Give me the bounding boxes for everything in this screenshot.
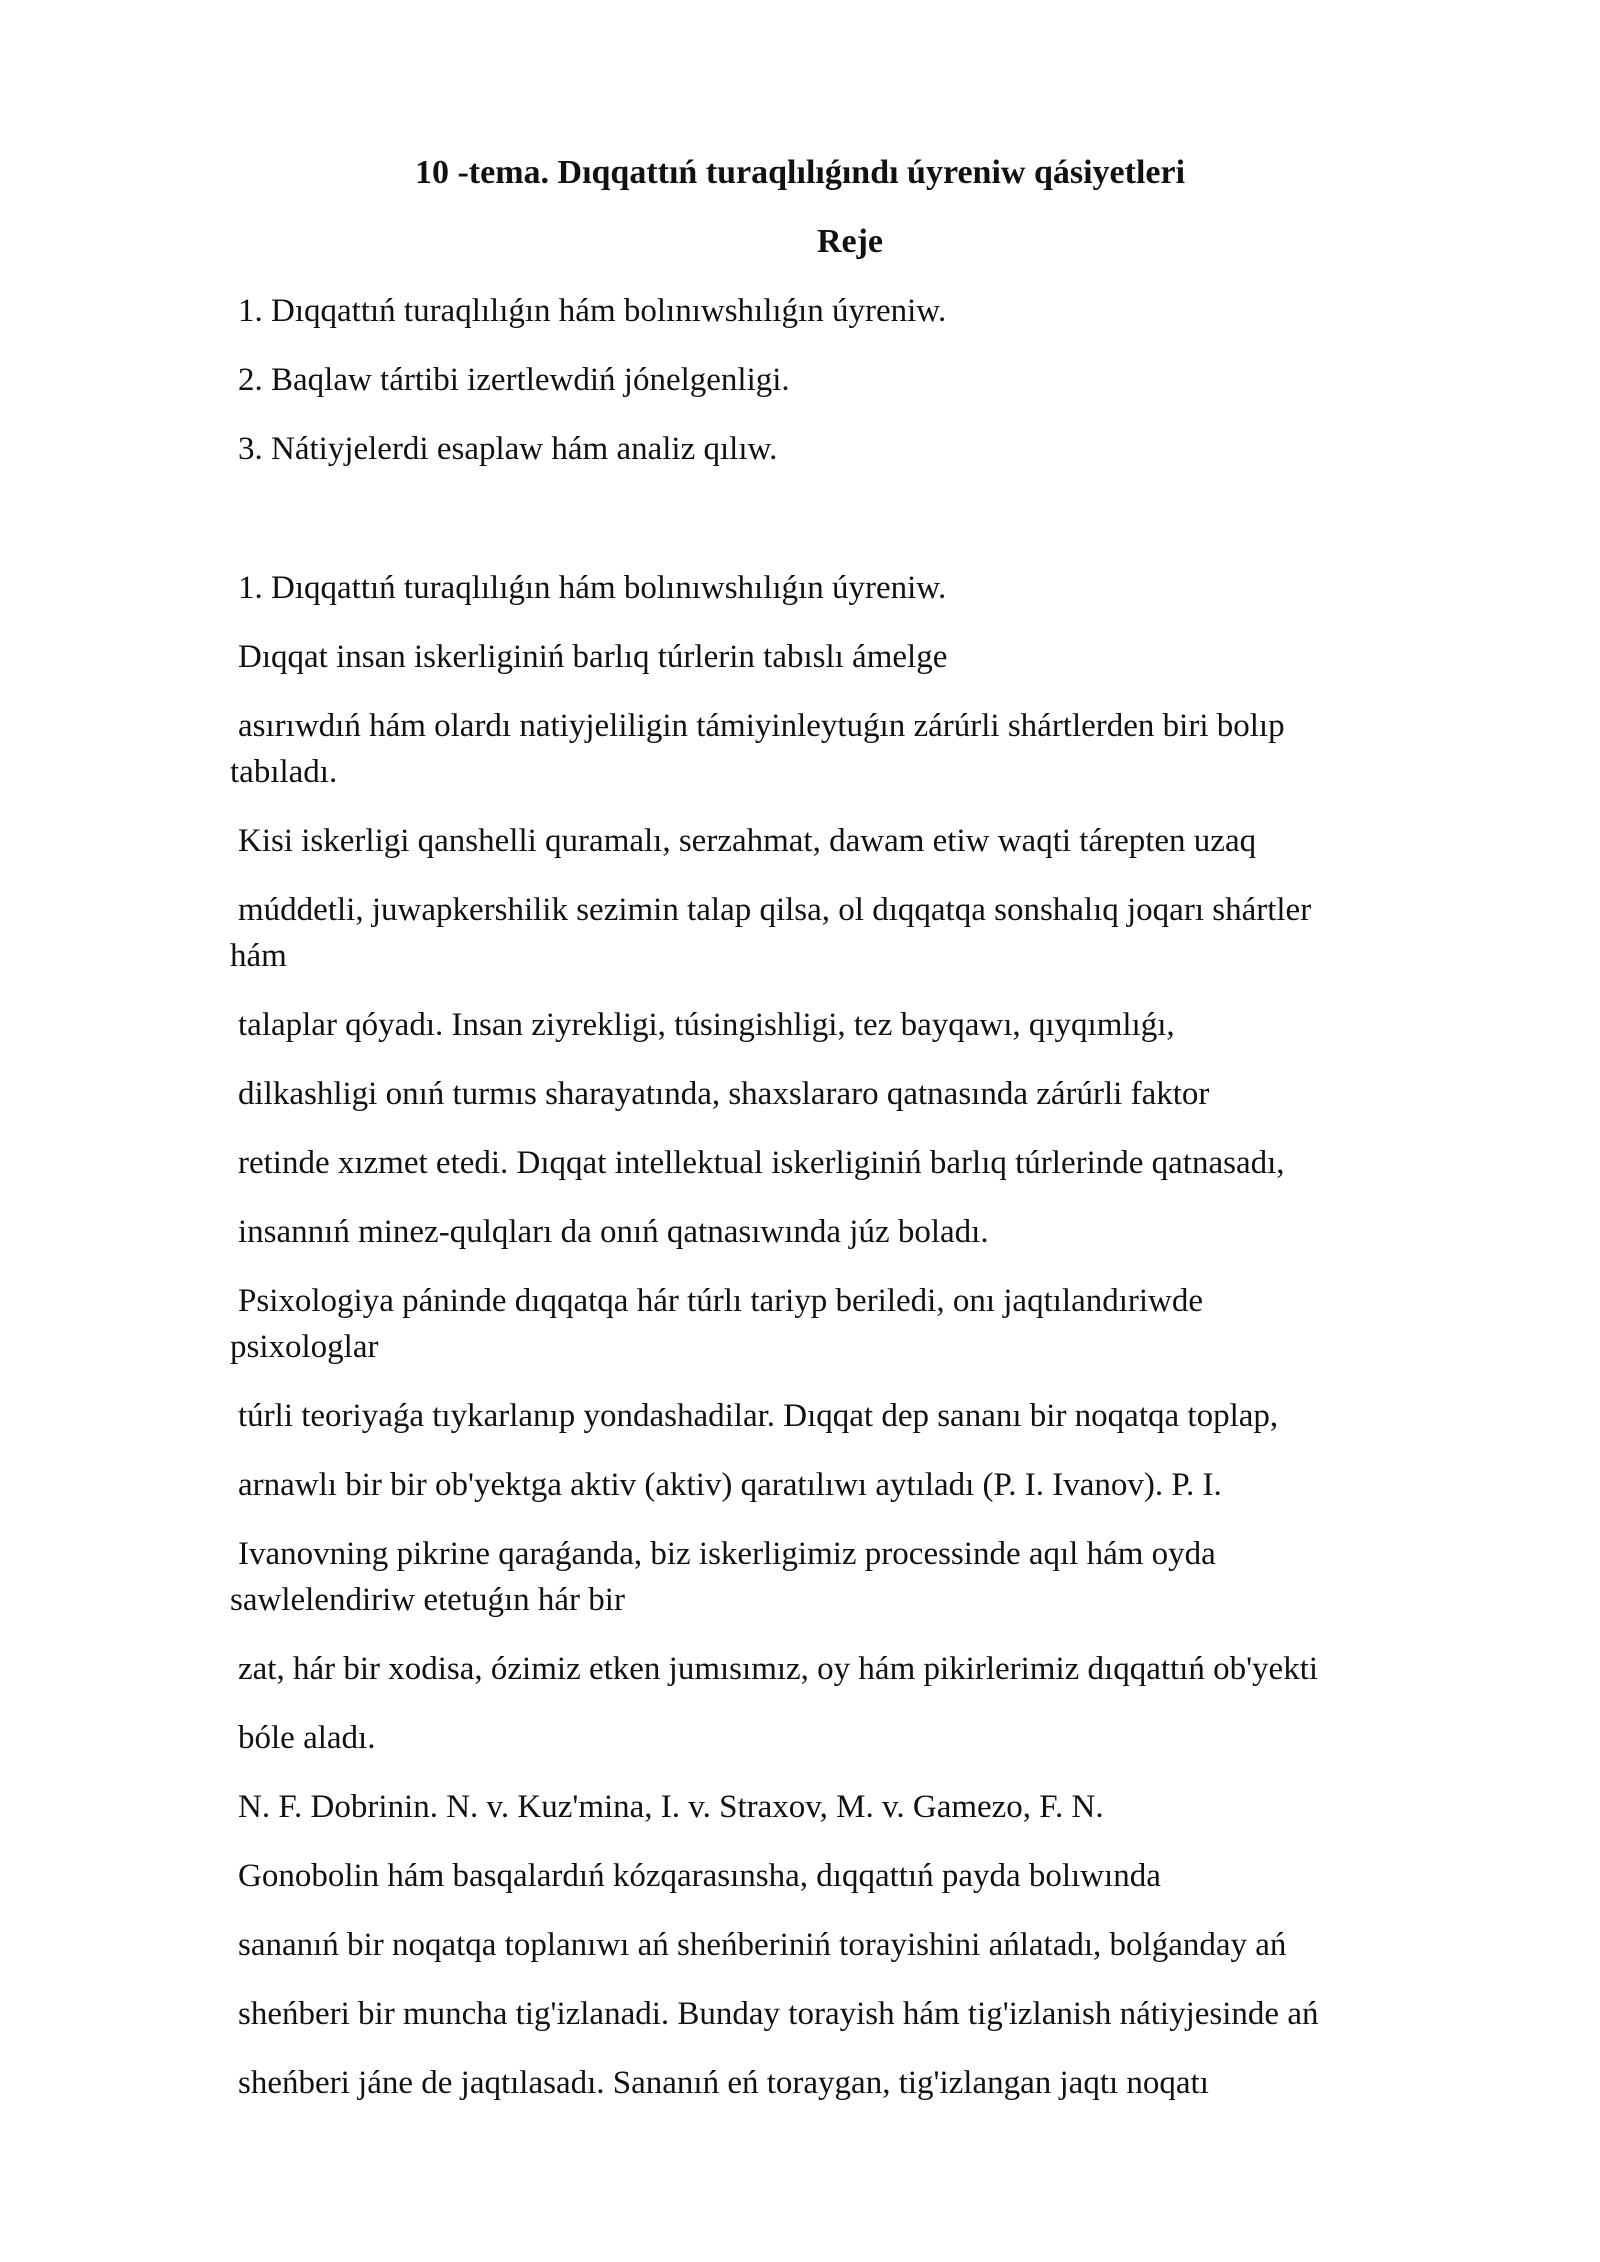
- text-line: bóle aladı.: [238, 1720, 376, 1756]
- text-line: sheńberi bir muncha tig'izlanadi. Bunday torayish hám tig'izlanish nátiyjesinde ań: [238, 1996, 1319, 2032]
- text-line: talaplar qóyadı. Insan ziyrekligi, túsingishligi, tez bayqawı, qıyqımlıǵı,: [238, 1007, 1175, 1043]
- text-line: asırıwdıń hám olardı natiyjeliligin támiyinleytuǵın zárúrli shártlerden biri bolıp: [238, 708, 1285, 744]
- text-line: insannıń minez-qulqları da onıń qatnasıwında júz boladı.: [238, 1214, 989, 1250]
- text-line: hám: [230, 938, 287, 974]
- text-line: sawlelendiriw etetuǵın hár bir: [230, 1582, 625, 1618]
- text-line: retinde xızmet etedi. Dıqqat intellektual iskerliginiń barlıq túrlerinde qatnasadı,: [238, 1145, 1285, 1181]
- text-line: sananıń bir noqatqa toplanıwı ań sheńberiniń torayishini ańlatadı, bolǵanday ań: [238, 1927, 1287, 1963]
- text-line: Ivanovning pikrine qaraǵanda, biz iskerligimiz processinde aqıl hám oyda: [238, 1536, 1216, 1572]
- plan-item: 1. Dıqqattıń turaqlılıǵın hám bolınıwshılıǵın úyreniw.: [238, 293, 947, 329]
- page-title: 10 -tema. Dıqqattıń turaqlılıǵındı úyreniw qásiyetleri: [414, 154, 1186, 191]
- plan-item: 2. Baqlaw tártibi izertlewdiń jónelgenligi.: [238, 362, 790, 398]
- text-line: sheńberi jáne de jaqtılasadı. Sananıń eń toraygan, tig'izlangan jaqtı noqatı: [238, 2065, 1209, 2101]
- section-heading: 1. Dıqqattıń turaqlılıǵın hám bolınıwshılıǵın úyreniw.: [238, 570, 947, 606]
- text-line: zat, hár bir xodisa, ózimiz etken jumısımız, oy hám pikirlerimiz dıqqattıń ob'yekti: [238, 1651, 1319, 1687]
- text-line: Psixologiya páninde dıqqatqa hár túrlı tariyp beriledi, onı jaqtılandıriwde: [238, 1283, 1204, 1319]
- text-line: psixologlar: [230, 1329, 379, 1365]
- text-line: túrli teoriyaǵa tıykarlanıp yondashadilar. Dıqqat dep sananı bir noqatqa toplap,: [238, 1398, 1279, 1434]
- text-line: múddetli, juwapkershilik sezimin talap qilsa, ol dıqqatqa sonshalıq joqarı shártler: [238, 892, 1312, 928]
- plan-item: 3. Nátiyjelerdi esaplaw hám analiz qılıw.: [238, 431, 778, 467]
- plan-heading: Reje: [816, 223, 884, 260]
- text-line: Kisi iskerligi qanshelli quramalı, serzahmat, dawam etiw waqti tárepten uzaq: [238, 823, 1257, 859]
- text-line: arnawlı bir bir ob'yektga aktiv (aktiv) qaratılıwı aytıladı (P. I. Ivanov). P. I.: [238, 1467, 1222, 1503]
- text-line: tabıladı.: [230, 754, 338, 790]
- text-line: dilkashligi onıń turmıs sharayatında, shaxslararo qatnasında zárúrli faktor: [238, 1076, 1210, 1112]
- text-line: N. F. Dobrinin. N. v. Kuz'mina, I. v. Straxov, M. v. Gamezo, F. N.: [238, 1789, 1104, 1825]
- text-line: Gonobolin hám basqalardıń kózqarasınsha, dıqqattıń payda bolıwında: [238, 1858, 1161, 1894]
- text-line: Dıqqat insan iskerliginiń barlıq túrlerin tabıslı ámelge: [238, 639, 948, 675]
